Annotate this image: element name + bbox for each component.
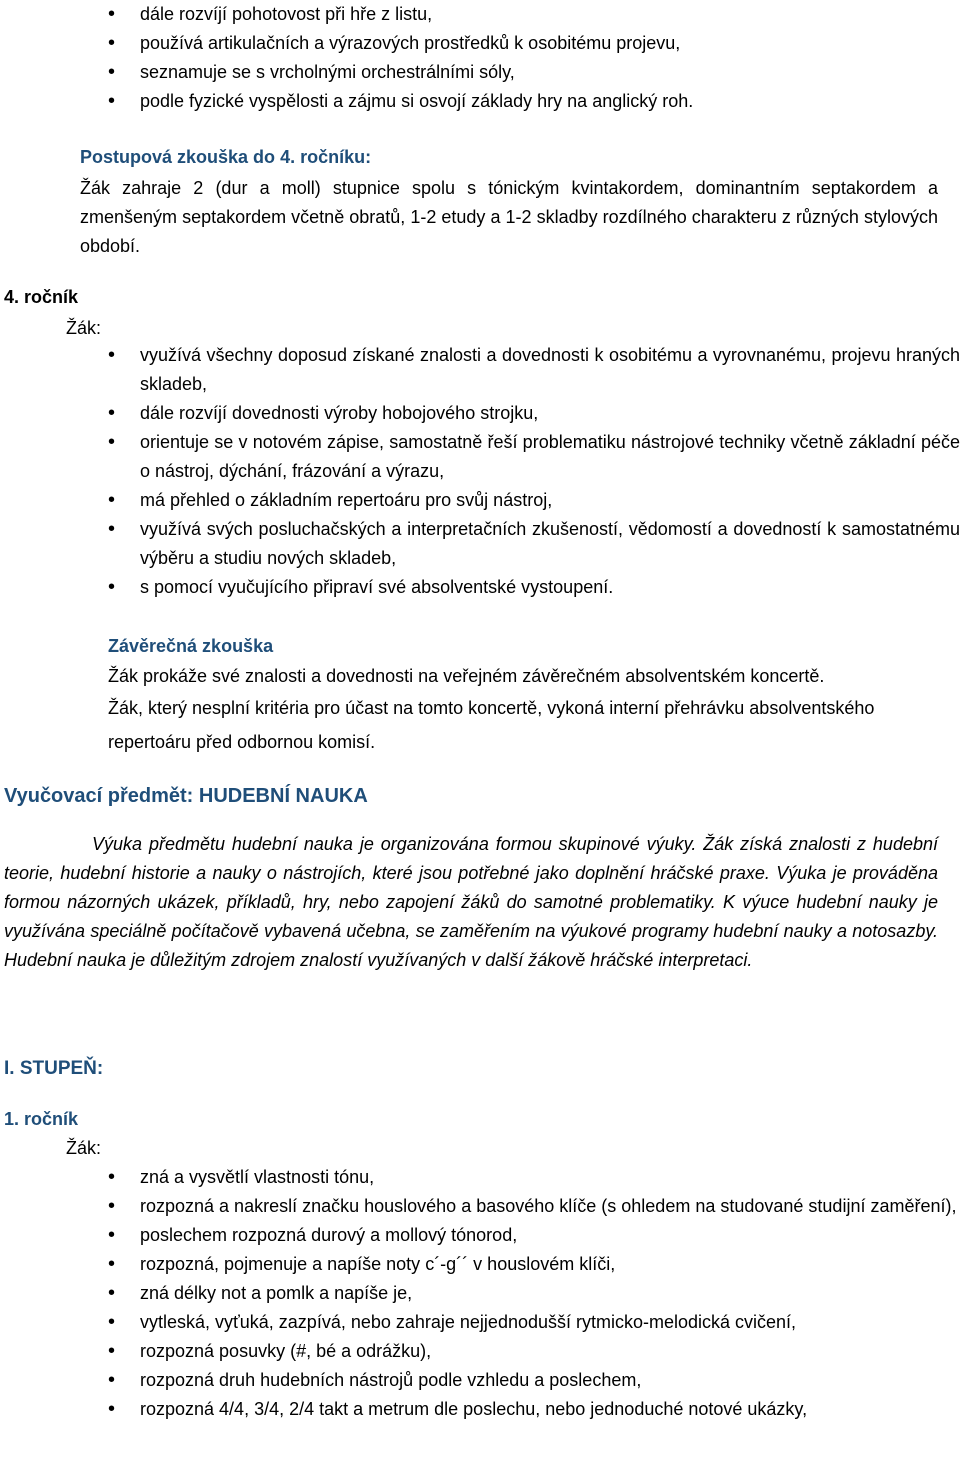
stage1-heading: I. STUPEŇ: [4,1058,104,1079]
list-item: • dále rozvíjí dovednosti výroby hobojového strojku, [106,399,960,428]
top-bullet-list [106,0,938,116]
stage1-zak-label: Žák: [66,1138,102,1158]
list-item: • dále rozvíjí pohotovost při hře z listu, [106,0,938,29]
list-item: • má přehled o základním repertoáru pro svůj nástroj, [106,486,960,515]
grade4-zak-label: Žák: [66,318,102,338]
exam-section [80,143,938,261]
list-item: • vytleská, vyťuká, zazpívá, nebo zahraje nejjednodušší rytmicko-melodická cvičení, [106,1308,960,1337]
exam-text: Žák zahraje 2 (dur a moll) stupnice spolu s tónickým kvintakordem, dominantním septakordem a zmenšeným septakordem včetně obratů, 1-2 etudy a 1-2 skladby rozdílného charakteru z různých stylových období. [80,178,938,256]
final-exam-section [108,631,958,759]
grade4-bullet-list [106,341,960,602]
list-item: • orientuje se v notovém zápise, samostatně řeší problematiku nástrojové techniky včetně základní péče o nástroj, dýchání, frázování a výrazu, [106,428,960,486]
subject-paragraph: Výuka předmětu hudební nauka je organizována formou skupinové výuky. Žák získá znalosti z hudební teorie, hudební historie a nauky o nástrojích, které jsou potřebné jako doplnění hráčské praxe. Výuka je prováděna formou názorných ukázek, příkladů, hry, nebo zapojení žáků do samotné problematiky. K výuce hudební nauky je využívána speciálně počítačově vybavená učebna, se zaměřením na výukové programy hudební nauky a notosazby. Hudební nauka je důležitým zdrojem znalostí využívaných v další žákově hráčské interpretaci. [4,834,938,970]
list-item: • rozpozná a nakreslí značku houslového a basového klíče (s ohledem na studované studijní zaměření), [106,1192,960,1221]
list-item: • používá artikulačních a výrazových prostředků k osobitému projevu, [106,29,938,58]
final-exam-heading: Závěrečná zkouška [108,636,274,656]
final-exam-line2: Žák, který nesplní kritéria pro účast na tomto koncertě, vykoná interní přehrávku absolventského repertoáru před odbornou komisí. [108,698,875,752]
subject-heading: Vyučovací předmět: HUDEBNÍ NAUKA [4,785,368,807]
final-exam-line1: Žák prokáže své znalosti a dovednosti na veřejném závěrečném absolventském koncertě. [108,666,825,686]
exam-heading: Postupová zkouška do 4. ročníku: [80,147,372,167]
stage1-bullet-list [106,1163,960,1424]
list-item: • poslechem rozpozná durový a mollový tónorod, [106,1221,960,1250]
list-item: • seznamuje se s vrcholnými orchestrálními sóly, [106,58,938,87]
list-item: • rozpozná, pojmenuje a napíše noty c´-g´´ v houslovém klíči, [106,1250,960,1279]
stage1-grade-heading: 1. ročník [4,1109,79,1129]
list-item: • rozpozná druh hudebních nástrojů podle vzhledu a poslechem, [106,1366,960,1395]
list-item: • rozpozná 4/4, 3/4, 2/4 takt a metrum dle poslechu, nebo jednoduché notové ukázky, [106,1395,960,1424]
list-item: • zná a vysvětlí vlastnosti tónu, [106,1163,960,1192]
grade4-heading: 4. ročník [4,287,79,307]
list-item: • rozpozná posuvky (#, bé a odrážku), [106,1337,960,1366]
list-item: • s pomocí vyučujícího připraví své absolventské vystoupení. [106,573,960,602]
list-item: • podle fyzické vyspělosti a zájmu si osvojí základy hry na anglický roh. [106,87,938,116]
list-item: • využívá všechny doposud získané znalosti a dovednosti k osobitému a vyrovnanému, projevu hraných skladeb, [106,341,960,399]
list-item: • zná délky not a pomlk a napíše je, [106,1279,960,1308]
list-item: • využívá svých posluchačských a interpretačních zkušeností, vědomostí a dovedností k samostatnému výběru a studiu nových skladeb, [106,515,960,573]
